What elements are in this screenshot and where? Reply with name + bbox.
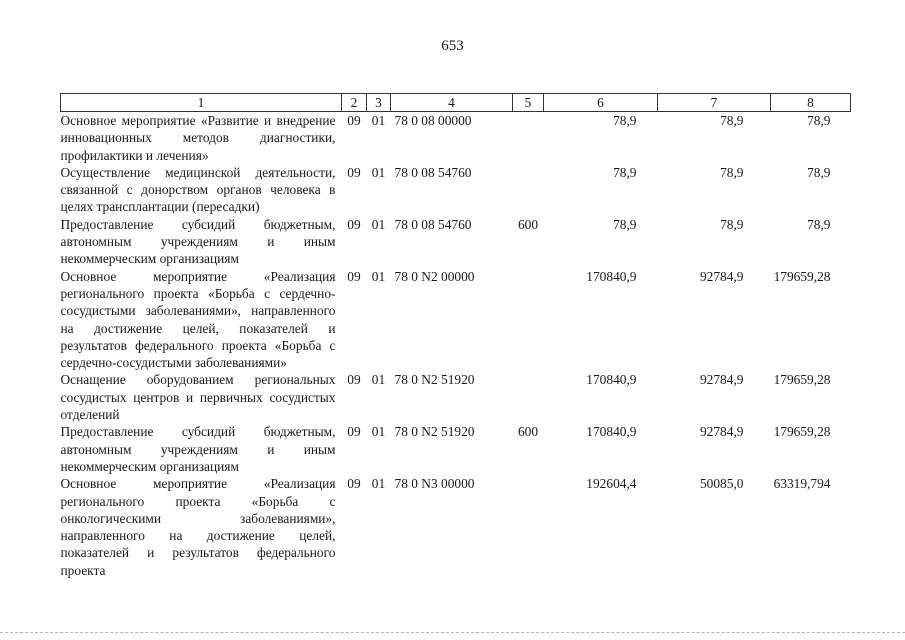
expense-type-code: 600 (517, 424, 539, 440)
row-name: Оснащение оборудованием региональных сосудистых центров и первичных сосудистых отделений (60, 372, 336, 423)
value-col7: 78,9 (720, 216, 744, 232)
value-col8: 78,9 (807, 113, 831, 128)
subsection-code: 01 (371, 268, 386, 284)
expense-type-code (513, 164, 544, 216)
target-article-code: 78 0 08 54760 (394, 216, 472, 232)
value-col8: 63319,794 (773, 476, 831, 492)
value-col6: 78,9 (613, 216, 637, 232)
value-col7: 92784,9 (699, 372, 744, 388)
expense-type-code: 600 (517, 216, 539, 232)
expense-type-code (513, 112, 544, 164)
target-article-code: 78 0 08 54760 (394, 164, 472, 180)
header-cell: 5 (513, 94, 544, 112)
target-article-code: 78 0 N2 51920 (394, 372, 475, 388)
value-col6: 78,9 (613, 164, 637, 180)
subsection-code: 01 (371, 424, 386, 440)
value-col6: 170840,9 (586, 268, 637, 284)
section-code: 09 (347, 113, 361, 128)
header-cell: 6 (544, 94, 658, 112)
value-col8: 179659,28 (773, 372, 831, 388)
section-code: 09 (347, 424, 361, 440)
row-name: Основное мероприятие «Развитие и внедрение инновационных методов диагностики, профилактики и лечения» (60, 113, 336, 163)
target-article-code: 78 0 N2 00000 (394, 268, 475, 284)
budget-table (60, 93, 851, 579)
subsection-code: 01 (371, 113, 386, 128)
value-col6: 170840,9 (586, 372, 637, 388)
value-col7: 92784,9 (699, 424, 744, 440)
section-code: 09 (347, 476, 361, 492)
value-col7: 78,9 (720, 113, 744, 128)
header-cell: 8 (771, 94, 851, 112)
table-row (61, 216, 851, 268)
value-col8: 78,9 (807, 164, 831, 180)
row-name: Предоставление субсидий бюджетным, автономным учреждениям и иным некоммерческим организациям (60, 216, 336, 267)
subsection-code: 01 (371, 216, 386, 232)
table-row (61, 371, 851, 423)
subsection-code: 01 (371, 372, 386, 388)
value-col8: 179659,28 (773, 268, 831, 284)
subsection-code: 01 (371, 476, 386, 492)
table-row (61, 112, 851, 164)
section-code: 09 (347, 216, 361, 232)
target-article-code: 78 0 N3 00000 (394, 476, 475, 492)
header-cell: 4 (391, 94, 513, 112)
expense-type-code (513, 371, 544, 423)
section-code: 09 (347, 268, 361, 284)
header-cell: 3 (367, 94, 391, 112)
expense-type-code (513, 475, 544, 579)
header-cell: 7 (658, 94, 771, 112)
value-col7: 50085,0 (699, 476, 744, 492)
page-number: 653 (441, 38, 464, 54)
value-col8: 78,9 (807, 216, 831, 232)
table-row (61, 268, 851, 372)
scan-edge-line (0, 632, 905, 633)
table-row (61, 423, 851, 475)
table-row (61, 164, 851, 216)
value-col6: 170840,9 (586, 424, 637, 440)
expense-type-code (513, 268, 544, 372)
row-name: Осуществление медицинской деятельности, связанной с донорством органов человека в целях трансплантации (пересадки) (60, 164, 336, 215)
row-name: Основное мероприятие «Реализация регионального проекта «Борьба с онкологическими заболеваниями», направленного на достижение целей, показателей и результатов федерального проекта (60, 476, 336, 578)
value-col7: 92784,9 (699, 268, 744, 284)
value-col6: 78,9 (613, 113, 637, 128)
table-row (61, 475, 851, 579)
table-body (61, 112, 851, 580)
row-name: Основное мероприятие «Реализация регионального проекта «Борьба с сердечно-сосудистыми заболеваниями», направленного на достижение целей, показателей и результатов федерального проекта «Борьба с сердечно-сосудистыми заболеваниями» (60, 268, 336, 371)
value-col7: 78,9 (720, 164, 744, 180)
header-cell: 2 (342, 94, 367, 112)
header-row (61, 94, 851, 112)
section-code: 09 (347, 164, 361, 180)
section-code: 09 (347, 372, 361, 388)
row-name: Предоставление субсидий бюджетным, автономным учреждениям и иным некоммерческим организациям (60, 424, 336, 474)
subsection-code: 01 (371, 164, 386, 180)
target-article-code: 78 0 08 00000 (394, 113, 472, 128)
header-cell: 1 (61, 94, 342, 112)
target-article-code: 78 0 N2 51920 (394, 424, 475, 440)
value-col6: 192604,4 (586, 476, 637, 492)
value-col8: 179659,28 (773, 424, 831, 440)
